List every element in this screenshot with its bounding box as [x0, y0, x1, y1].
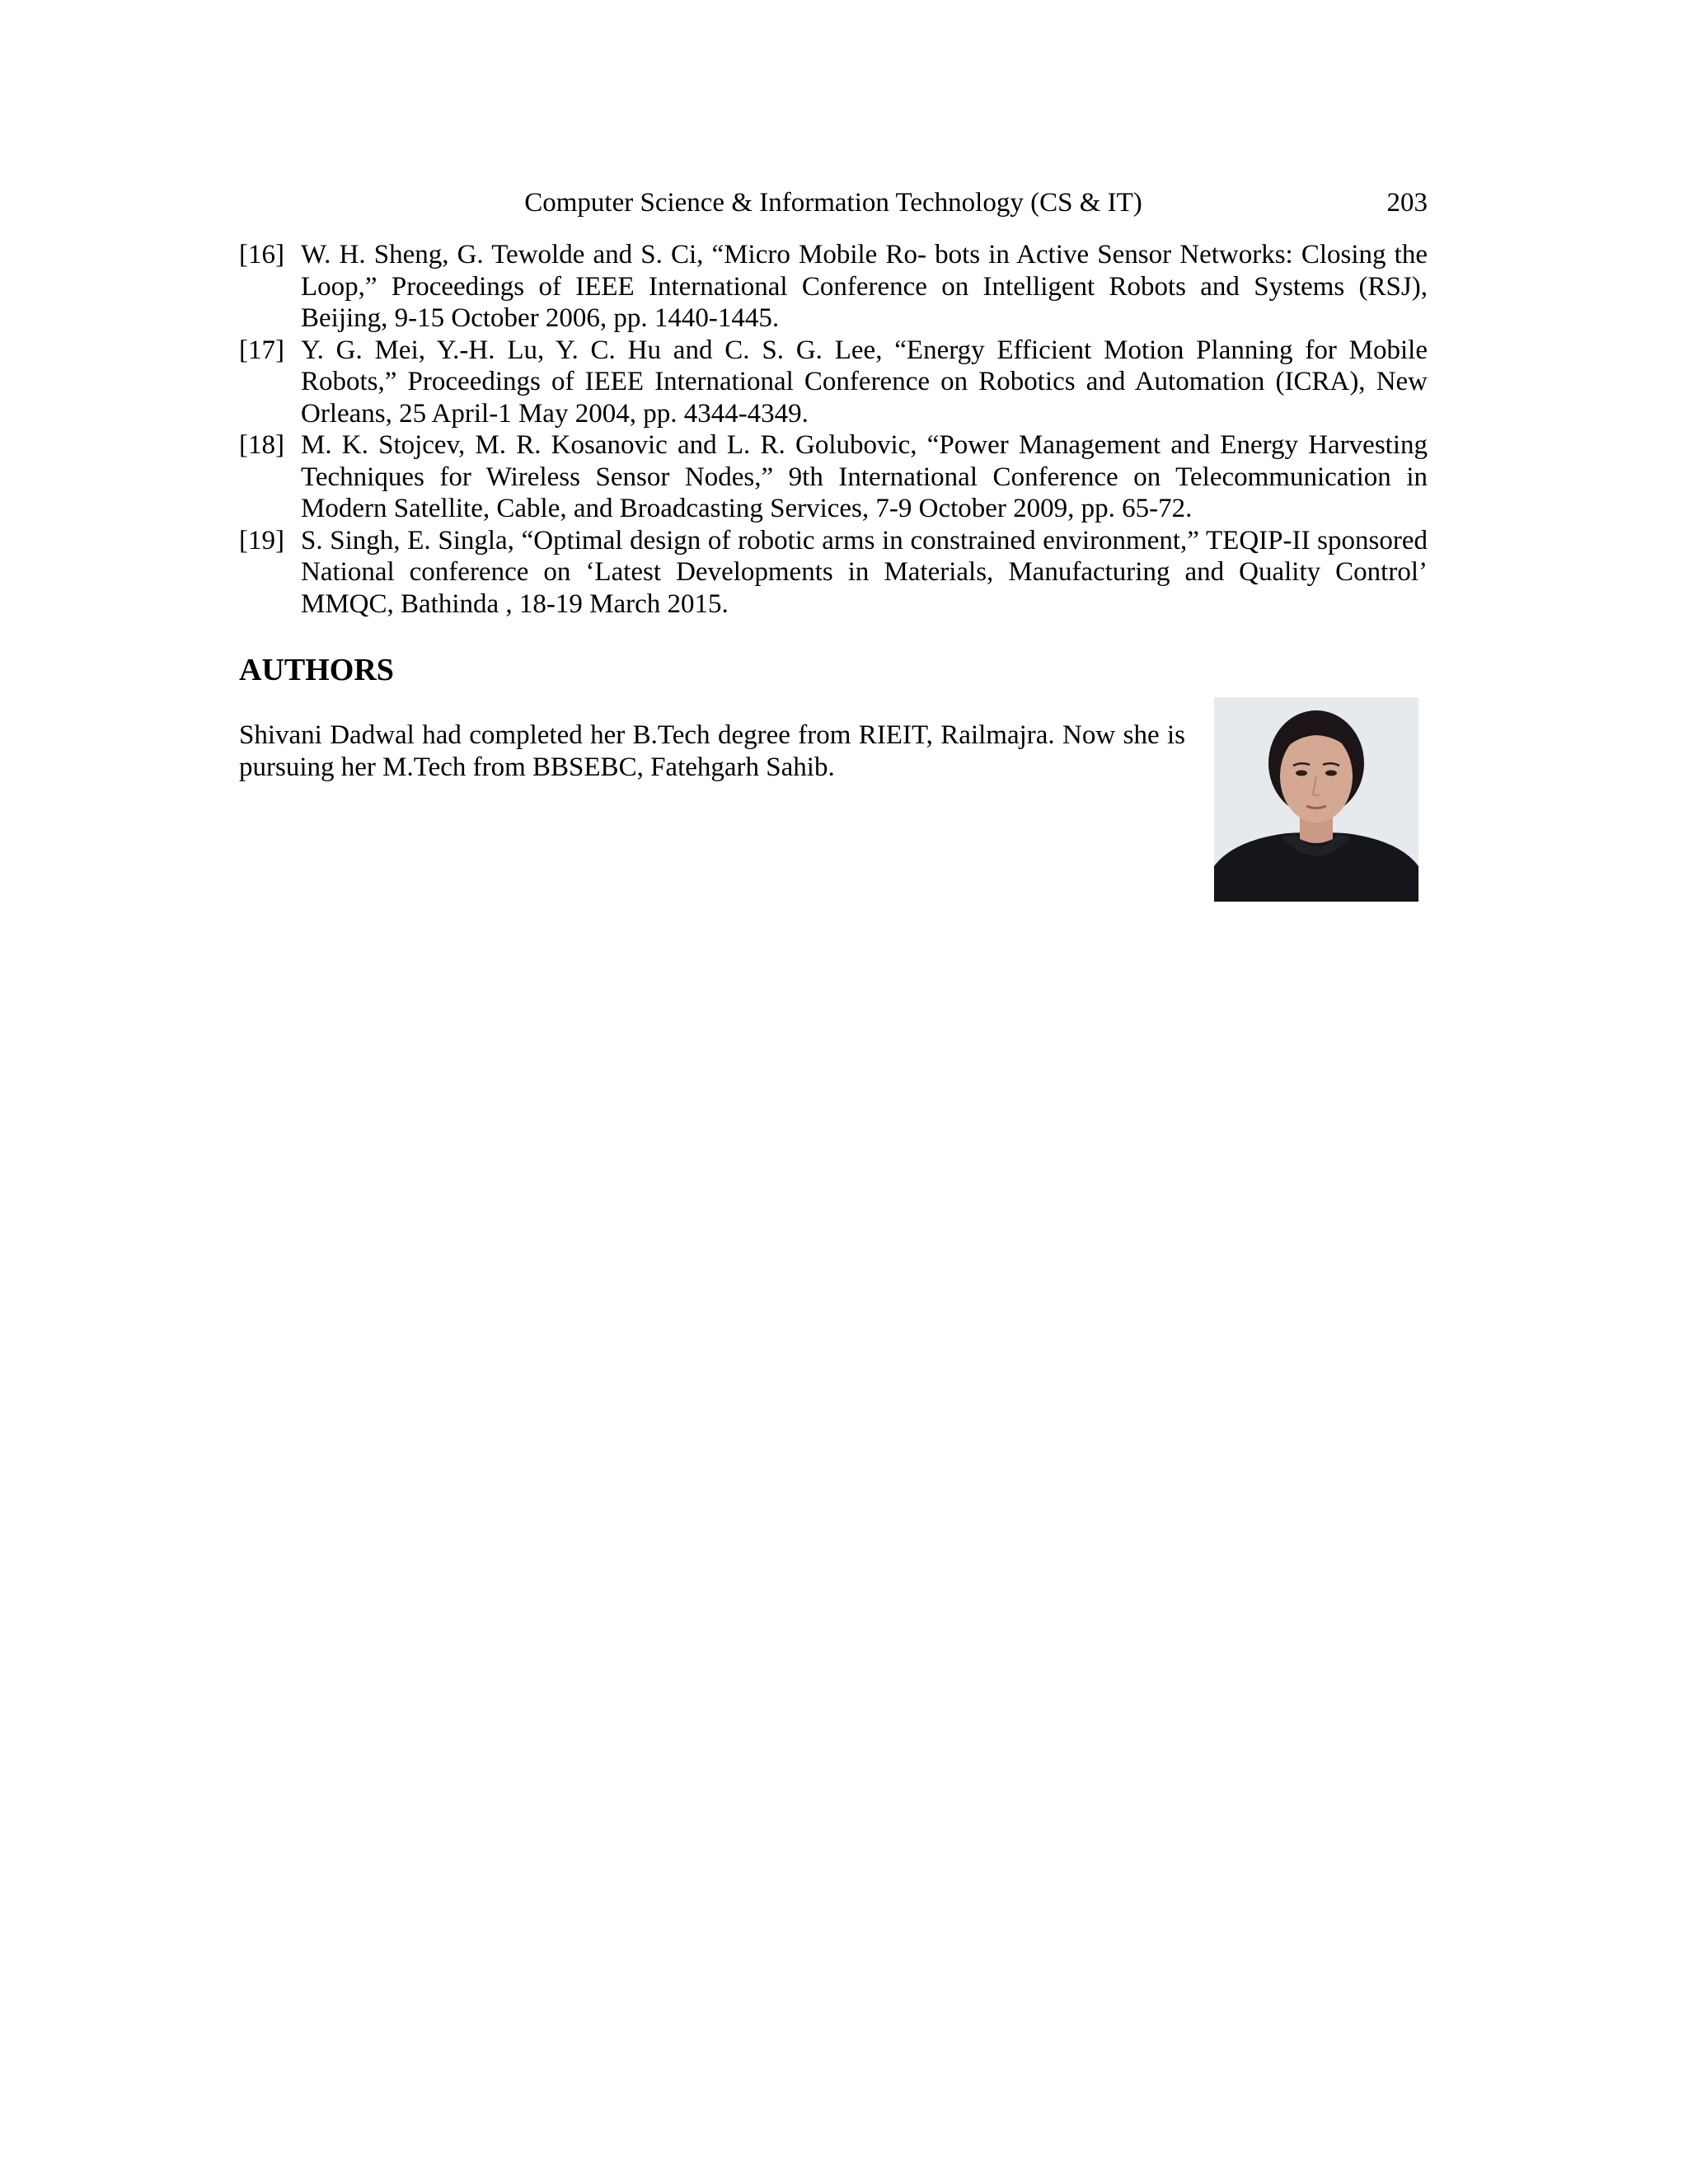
reference-text: S. Singh, E. Singla, “Optimal design of robotic arms in constrained environment,” TEQIP-II sponsored National conference on ‘Latest Developments in Materials, Manufacturing and Quality Control’ MMQC, Bathinda , 18-19 March 2015.	[301, 525, 1428, 619]
reference-number: [16]	[239, 240, 284, 269]
author-bio: Shivani Dadwal had completed her B.Tech degree from RIEIT, Railmajra. Now she is pursuing her M.Tech from BBSEBC, Fatehgarh Sahib.	[239, 720, 1185, 782]
reference-number: [17]	[239, 335, 284, 365]
reference-number: [18]	[239, 430, 284, 460]
reference-text: M. K. Stojcev, M. R. Kosanovic and L. R. Golubovic, “Power Management and Energy Harvesting Techniques for Wireless Sensor Nodes,” 9th International Conference on Telecommunication in Modern Satellite, Cable, and Broadcasting Services, 7-9 October 2009, pp. 65-72.	[301, 430, 1428, 523]
reference-16	[239, 239, 1428, 335]
reference-text: W. H. Sheng, G. Tewolde and S. Ci, “Micro Mobile Ro- bots in Active Sensor Networks: Closing the Loop,” Proceedings of IEEE International Conference on Intelligent Robots and Systems (RSJ), Beijing, 9-15 October 2006, pp. 1440-1445.	[301, 240, 1428, 333]
reference-19	[239, 525, 1428, 621]
author-photo	[1214, 697, 1418, 902]
journal-title: Computer Science & Information Technology (CS & IT)	[524, 188, 1142, 218]
reference-18	[239, 429, 1428, 525]
running-header	[239, 183, 1428, 223]
reference-text: Y. G. Mei, Y.-H. Lu, Y. C. Hu and C. S. G. Lee, “Energy Efficient Motion Planning for Mobile Robots,” Proceedings of IEEE International Conference on Robotics and Automation (ICRA), New Orleans, 25 April-1 May 2004, pp. 4344-4349.	[301, 335, 1428, 429]
author-portrait-image	[1214, 697, 1418, 902]
reference-17	[239, 335, 1428, 430]
reference-number: [19]	[239, 525, 284, 555]
page-number: 203	[1386, 188, 1428, 218]
reference-list	[239, 239, 1428, 620]
authors-heading: AUTHORS	[239, 653, 394, 687]
